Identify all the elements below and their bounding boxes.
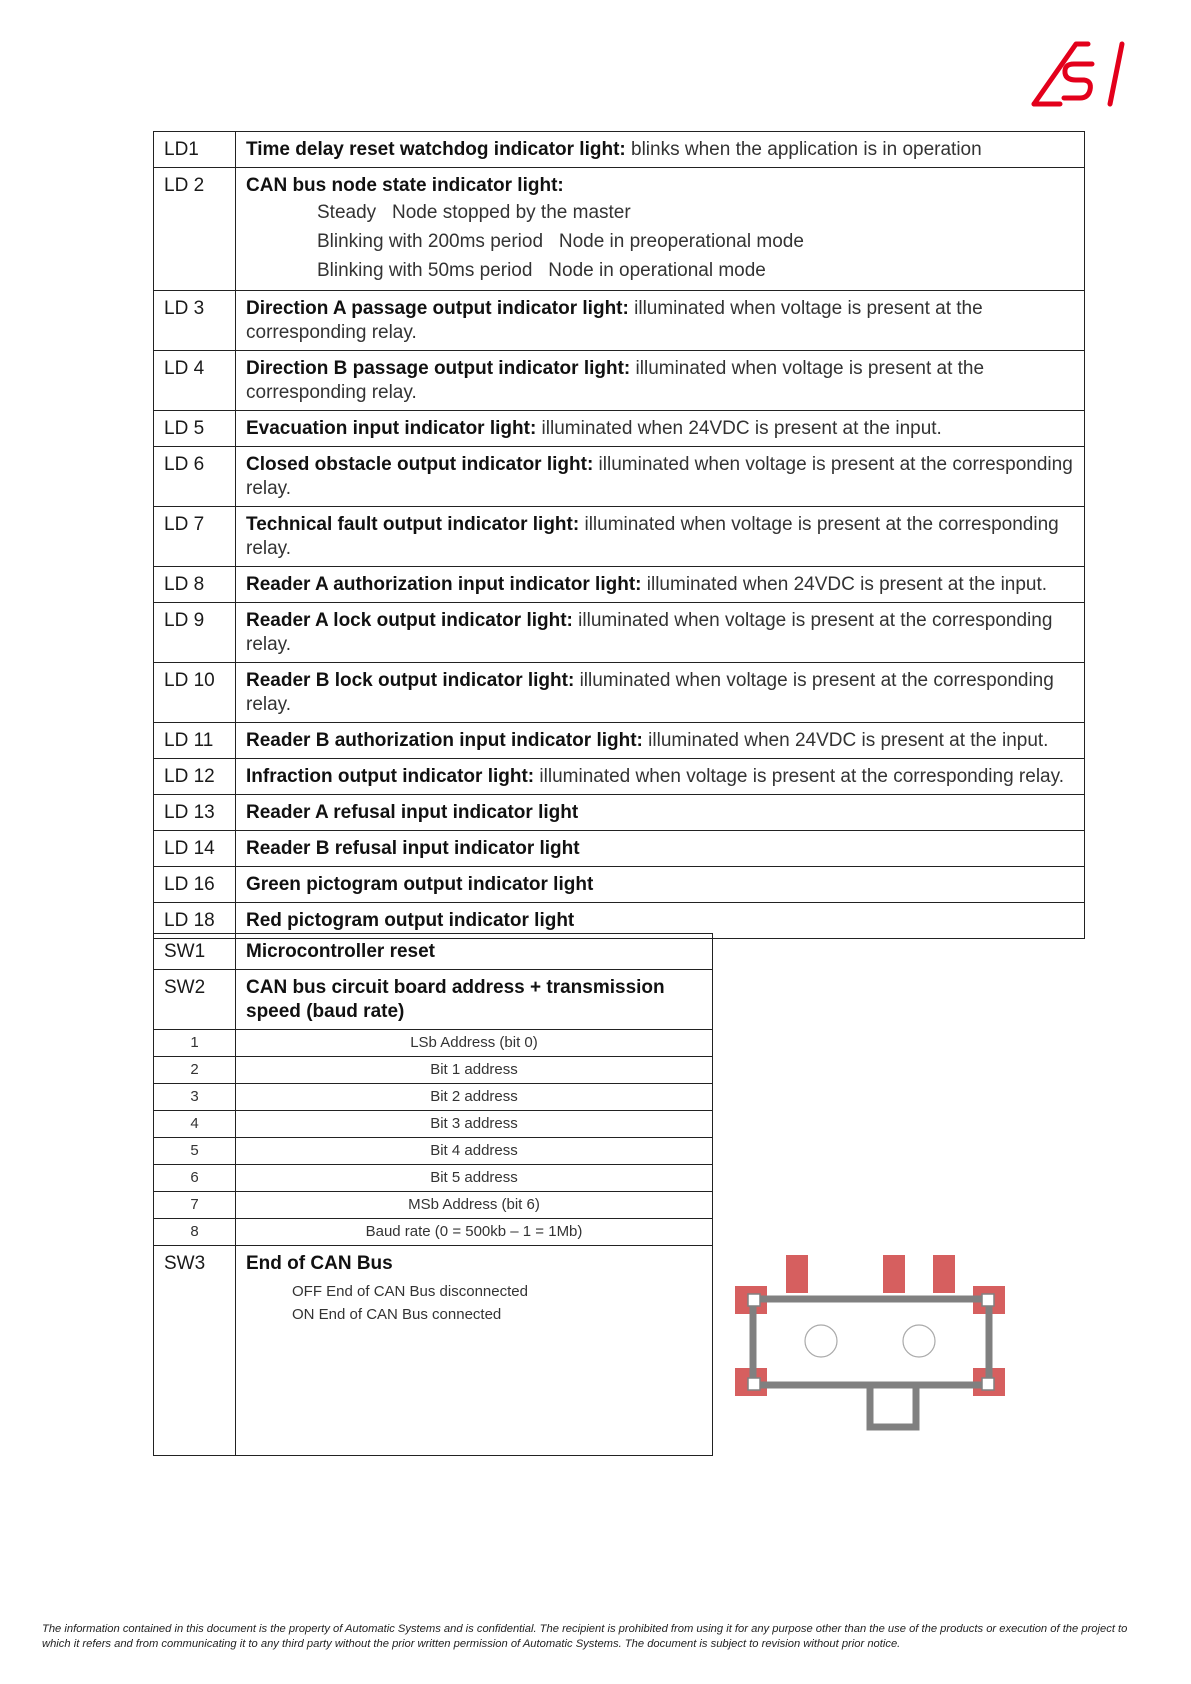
bit-number: 7 (154, 1192, 236, 1219)
bit-description: Bit 5 address (236, 1165, 713, 1192)
bit-number: 4 (154, 1111, 236, 1138)
sw3-on-desc: ON End of CAN Bus connected (292, 1306, 502, 1323)
led-row (154, 507, 1085, 567)
bit-description: Bit 4 address (236, 1138, 713, 1165)
dip-switch-diagram (735, 1255, 1015, 1435)
sw2-bit-row (154, 1138, 713, 1165)
sw1-id: SW1 (154, 934, 236, 970)
led-title: Direction B passage output indicator light: (246, 358, 631, 379)
pin-2 (883, 1255, 905, 1293)
led-mode-line: Blinking with 50ms period Node in operational mode (317, 260, 766, 281)
led-row (154, 351, 1085, 411)
switch-hole-1 (805, 1325, 837, 1357)
sw2-bit-row (154, 1165, 713, 1192)
led-description (236, 291, 1085, 351)
corner-tl (748, 1294, 760, 1306)
led-title: Evacuation input indicator light: (246, 418, 537, 439)
led-description (236, 723, 1085, 759)
led-id: LD 7 (154, 507, 236, 567)
led-id: LD 13 (154, 795, 236, 831)
led-row (154, 603, 1085, 663)
sw2-bit-row (154, 1084, 713, 1111)
led-detail: illuminated when 24VDC is present at the input. (642, 730, 1049, 751)
automatic-systems-logo (1030, 40, 1130, 110)
sw2-label: CAN bus circuit board address + transmission speed (baud rate) (236, 970, 713, 1030)
led-description (236, 759, 1085, 795)
pin-3-cap (937, 1255, 951, 1257)
led-title: Direction A passage output indicator light: (246, 298, 629, 319)
led-id: LD 18 (154, 903, 236, 939)
sw3-off-desc: OFF End of CAN Bus disconnected (292, 1283, 528, 1300)
bit-number: 1 (154, 1030, 236, 1057)
led-id: LD 12 (154, 759, 236, 795)
led-detail: illuminated when voltage is present at the corresponding relay. (246, 670, 1054, 715)
sw3-cell (236, 1246, 713, 1456)
led-description (236, 507, 1085, 567)
led-id: LD 4 (154, 351, 236, 411)
sw3-label: End of CAN Bus (246, 1253, 393, 1274)
logo-a-shape (1034, 44, 1088, 104)
led-id: LD 14 (154, 831, 236, 867)
led-description (236, 603, 1085, 663)
led-title: Reader B lock output indicator light: (246, 670, 575, 691)
led-title: Reader A refusal input indicator light (246, 802, 579, 823)
led-detail: illuminated when voltage is present at the corresponding relay. (246, 454, 1073, 499)
bit-number: 3 (154, 1084, 236, 1111)
led-title: Infraction output indicator light: (246, 766, 535, 787)
sw3-id: SW3 (154, 1246, 236, 1456)
led-row (154, 663, 1085, 723)
led-description (236, 795, 1085, 831)
led-row (154, 723, 1085, 759)
led-id: LD 16 (154, 867, 236, 903)
bit-number: 2 (154, 1057, 236, 1084)
led-detail: illuminated when voltage is present at the corresponding relay. (246, 298, 983, 343)
bit-description: Bit 3 address (236, 1111, 713, 1138)
led-id: LD 8 (154, 567, 236, 603)
led-title: Technical fault output indicator light: (246, 514, 580, 535)
led-row (154, 291, 1085, 351)
led-row (154, 759, 1085, 795)
sw2-bit-row (154, 1192, 713, 1219)
led-description (236, 351, 1085, 411)
led-detail: illuminated when voltage is present at the corresponding relay. (246, 514, 1059, 559)
led-detail: illuminated when 24VDC is present at the input. (641, 574, 1048, 595)
bit-description: Bit 2 address (236, 1084, 713, 1111)
led-id: LD 2 (154, 168, 236, 291)
switch-tab (870, 1385, 916, 1427)
bit-description: LSb Address (bit 0) (236, 1030, 713, 1057)
led-title: Red pictogram output indicator light (246, 910, 575, 931)
led-id: LD 10 (154, 663, 236, 723)
led-description (236, 447, 1085, 507)
led-id: LD 3 (154, 291, 236, 351)
led-row (154, 567, 1085, 603)
led-detail: illuminated when voltage is present at the corresponding relay. (534, 766, 1064, 787)
led-description (236, 663, 1085, 723)
led-title: Green pictogram output indicator light (246, 874, 594, 895)
led-title: Reader A authorization input indicator light: (246, 574, 642, 595)
led-row (154, 411, 1085, 447)
led-id: LD 5 (154, 411, 236, 447)
logo-i-shape (1110, 44, 1122, 104)
led-mode-line: Steady Node stopped by the master (317, 202, 631, 223)
led-row (154, 867, 1085, 903)
led-id: LD 11 (154, 723, 236, 759)
corner-br (982, 1378, 994, 1390)
led-id: LD 6 (154, 447, 236, 507)
sw2-bit-row (154, 1057, 713, 1084)
pin-2-cap (887, 1255, 901, 1257)
led-mode-line: Blinking with 200ms period Node in preoperational mode (317, 231, 804, 252)
led-detail: illuminated when voltage is present at the corresponding relay. (246, 610, 1053, 655)
led-title: Reader B authorization input indicator light: (246, 730, 643, 751)
logo-s-shape (1064, 64, 1092, 98)
sw2-bit-row (154, 1030, 713, 1057)
led-title: Time delay reset watchdog indicator light: (246, 139, 626, 160)
sw3-row (154, 1246, 713, 1456)
bit-number: 8 (154, 1219, 236, 1246)
led-description (236, 168, 1085, 291)
pin-3 (933, 1255, 955, 1293)
pin-1 (786, 1255, 808, 1293)
sw2-bit-row (154, 1111, 713, 1138)
corner-bl (748, 1378, 760, 1390)
led-description (236, 411, 1085, 447)
sw2-row (154, 970, 713, 1030)
led-id: LD 9 (154, 603, 236, 663)
bit-description: MSb Address (bit 6) (236, 1192, 713, 1219)
corner-tr (982, 1294, 994, 1306)
led-row (154, 831, 1085, 867)
switch-hole-2 (903, 1325, 935, 1357)
led-description (236, 132, 1085, 168)
led-detail: blinks when the application is in operation (625, 139, 982, 160)
bit-number: 5 (154, 1138, 236, 1165)
led-description (236, 867, 1085, 903)
confidentiality-footer: The information contained in this document is the property of Automatic Systems and is confidential. The recipient is prohibited from using it for any purpose other than the use of the products or execution of the project to which it refers and from communicating it to any third party without the prior written permission of Automatic Systems. The document is subject to revision without prior notice. (42, 1623, 1128, 1650)
switch-body (753, 1299, 989, 1385)
sw2-bit-row (154, 1219, 713, 1246)
led-detail: illuminated when voltage is present at the corresponding relay. (246, 358, 985, 403)
led-title: Reader A lock output indicator light: (246, 610, 573, 631)
led-title: Reader B refusal input indicator light (246, 838, 580, 859)
led-indicator-table (153, 131, 1085, 939)
bit-description: Bit 1 address (236, 1057, 713, 1084)
sw1-label: Microcontroller reset (236, 934, 713, 970)
led-row (154, 447, 1085, 507)
led-description (236, 567, 1085, 603)
led-title: CAN bus node state indicator light: (246, 175, 564, 196)
bit-description: Baud rate (0 = 500kb – 1 = 1Mb) (236, 1219, 713, 1246)
led-row (154, 168, 1085, 291)
led-row (154, 795, 1085, 831)
led-title: Closed obstacle output indicator light: (246, 454, 594, 475)
sw2-id: SW2 (154, 970, 236, 1030)
led-detail: illuminated when 24VDC is present at the input. (536, 418, 942, 439)
bit-number: 6 (154, 1165, 236, 1192)
led-id: LD1 (154, 132, 236, 168)
switch-table (153, 933, 713, 1456)
led-description (236, 831, 1085, 867)
led-row (154, 132, 1085, 168)
sw1-row (154, 934, 713, 970)
